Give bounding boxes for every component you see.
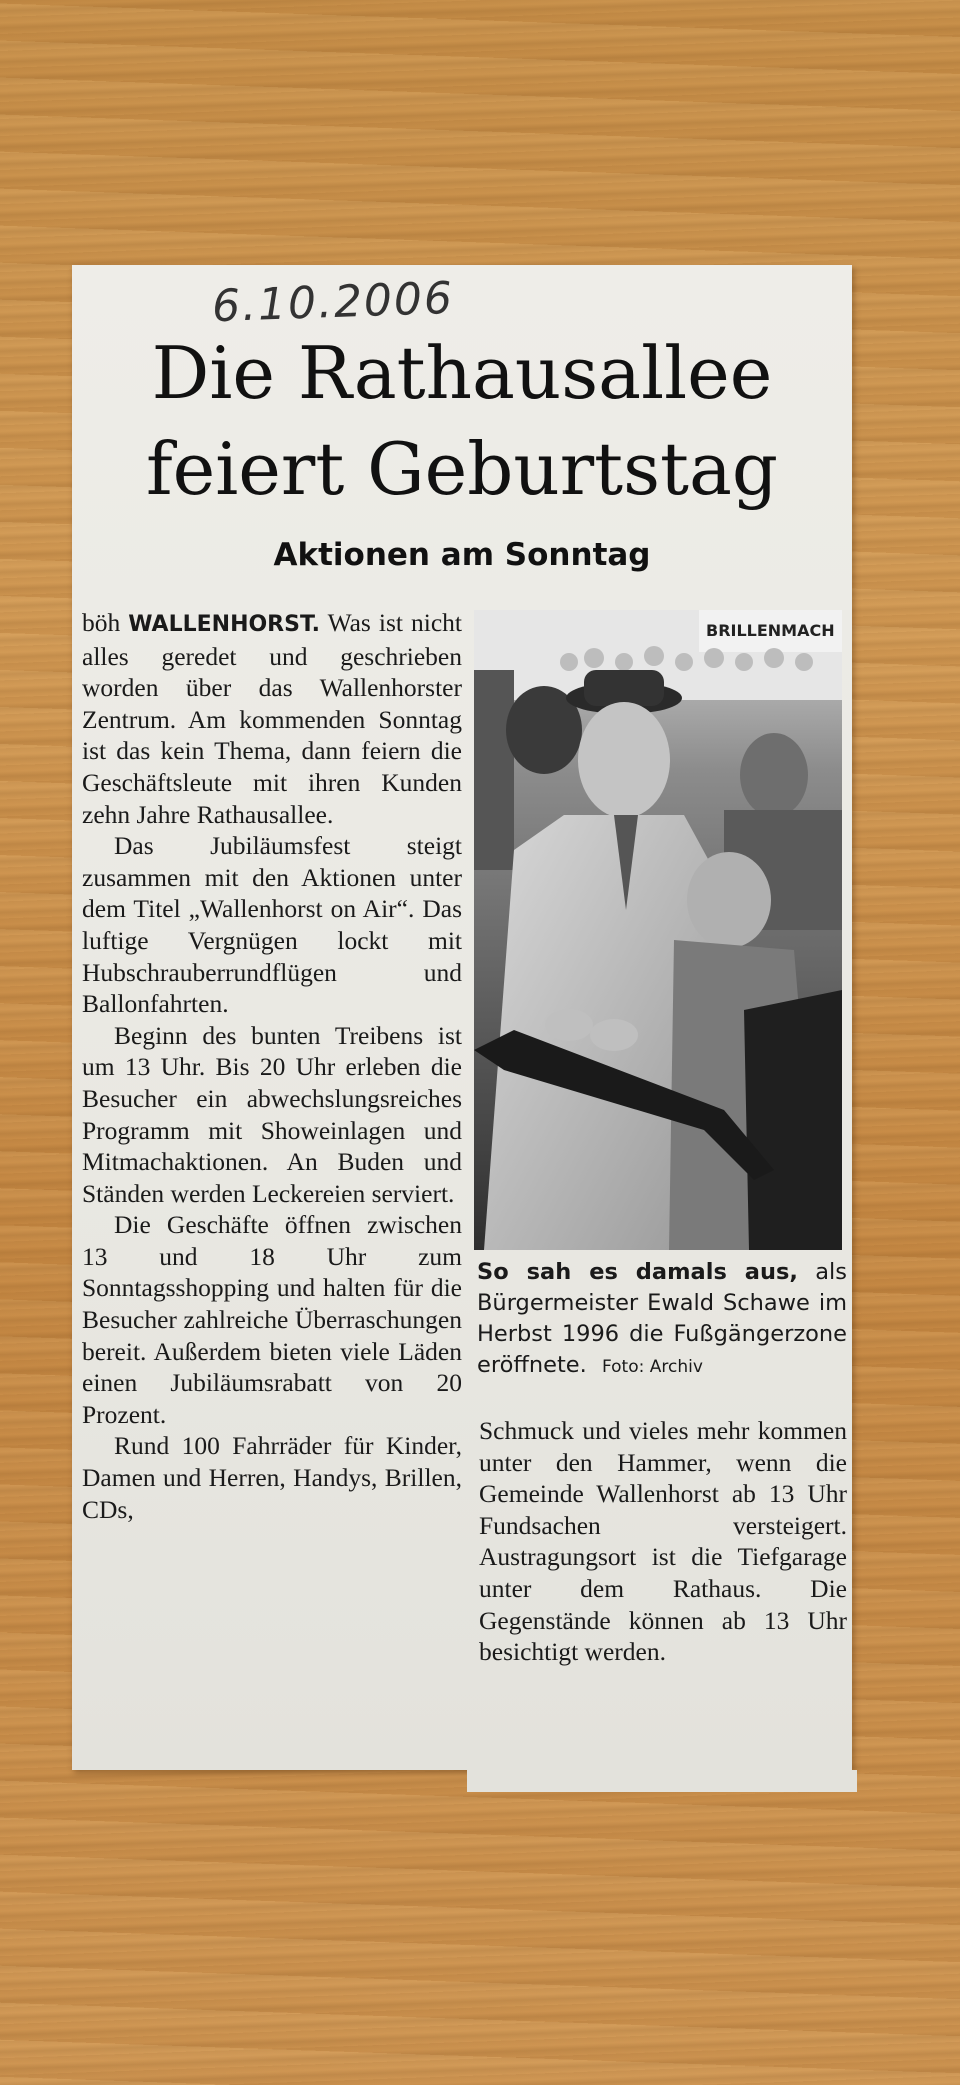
article-paragraph-3: Beginn des bunten Treibens ist um 13 Uhr. Bis 20 Uhr erleben die Besucher ein abwechslungsreiches Programm mit Showeinlagen und Mitmachaktionen. An Buden und Ständen werden Leckereien serviert.: [82, 1020, 462, 1208]
photo-credit: Foto: Archiv: [601, 1357, 703, 1377]
left-text-column: [82, 607, 462, 1525]
photo-caption: [477, 1257, 847, 1383]
article-subheadline: Aktionen am Sonntag: [273, 537, 651, 573]
article-paragraph-5: Rund 100 Fahrräder für Kinder, Damen und Herren, Handys, Brillen, CDs,: [82, 1431, 462, 1524]
headline-line-1: Die Rathausallee: [151, 331, 773, 415]
newspaper-clipping: [72, 265, 852, 1770]
right-paragraph-1: Schmuck und vieles mehr kommen unter den Hammer, wenn die Gemeinde Wallenhorst ab 13 Uhr Fundsachen versteigert. Austragungsort ist die Tiefgarage unter dem Rathaus. Die Gegenstände können ab 13 Uhr besichtigt werden.: [479, 1416, 847, 1667]
paragraph-1-text: Was ist nicht alles geredet und geschrieben worden über das Wallenhorster Zentrum. Am kommenden Sonntag ist das kein Thema, dann feiern die Geschäftsleute mit ihren Kunden zehn Jahre Rathausallee.: [82, 608, 462, 829]
dateline: WALLENHORST.: [128, 612, 320, 637]
article-paragraph-4: Die Geschäfte öffnen zwischen 13 und 18 Uhr zum Sonntagsshopping und halten für die Besucher zahlreiche Überraschungen bereit. Außerdem bieten viele Läden einen Jubiläumsrabatt von 20 Prozent.: [82, 1210, 462, 1429]
caption-text: als Bürgermeister Ewald Schawe im Herbst 1996 die Fußgängerzone eröffnete.: [477, 1259, 848, 1378]
article-paragraph-1: [82, 607, 462, 830]
photo-illustration: [474, 610, 842, 1250]
article-headline: [72, 325, 852, 517]
handwritten-date: 6.10.2006: [211, 272, 455, 333]
caption-lead: So sah es damals aus,: [477, 1259, 798, 1285]
headline-line-2: feiert Geburtstag: [146, 427, 778, 511]
shop-sign-text: BRILLENMACH: [706, 621, 835, 640]
clipping-bottom-edge: [467, 1770, 857, 1792]
article-paragraph-2: Das Jubiläumsfest steigt zusammen mit den Aktionen unter dem Titel „Wallenhorst on Air“. Das luftige Vergnügen lockt mit Hubschrauberrundflügen und Ballonfahrten.: [82, 831, 462, 1019]
byline: böh: [82, 608, 121, 637]
archive-photo: [474, 610, 842, 1250]
right-text-column: [479, 1415, 847, 1668]
